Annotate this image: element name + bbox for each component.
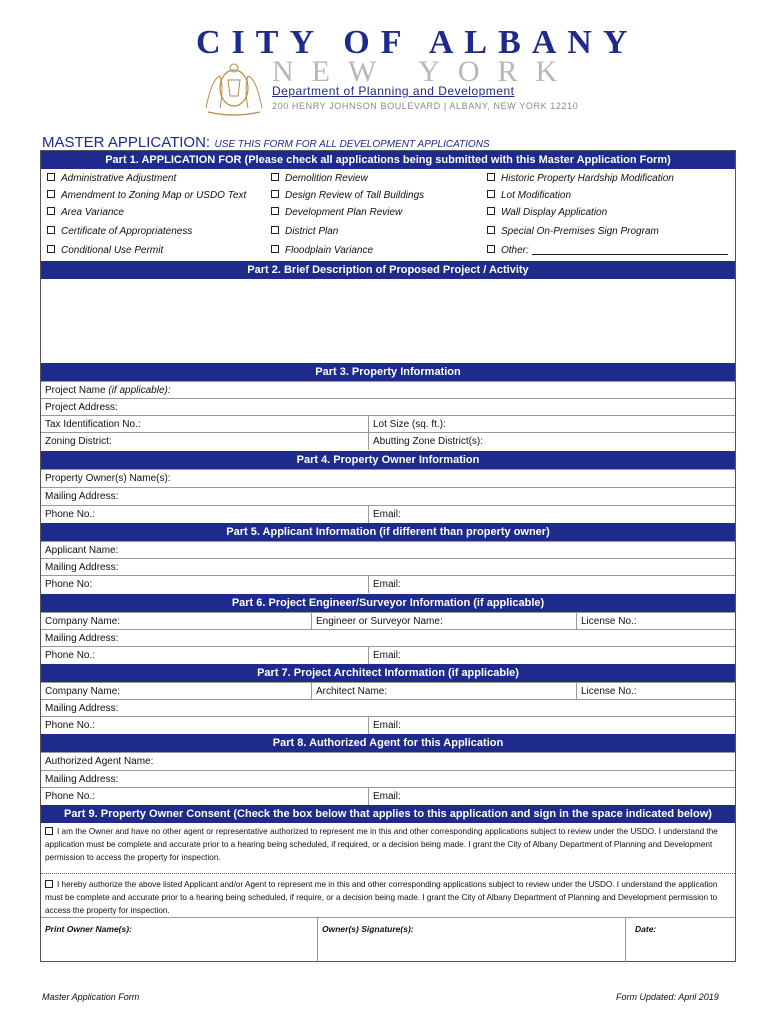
project-name-field[interactable] xyxy=(41,381,735,398)
field-label: Property Owner(s) Name(s): xyxy=(45,473,171,484)
agent-name-field[interactable] xyxy=(41,752,735,769)
engineer-phone-field[interactable]: Phone No.: xyxy=(45,650,96,661)
applicant-phone-field[interactable]: Phone No: xyxy=(45,579,93,590)
checkbox-box[interactable] xyxy=(271,226,279,234)
checkbox-box[interactable] xyxy=(271,245,279,253)
master-application-form xyxy=(40,150,736,962)
field-label: Project Name xyxy=(45,385,106,396)
engineer-company-field[interactable]: Company Name: xyxy=(45,616,121,627)
architect-mailing-field[interactable] xyxy=(41,699,735,716)
field-label: Mailing Address: xyxy=(45,774,119,785)
applicant-email-field[interactable]: Email: xyxy=(373,579,401,590)
owner-name-field[interactable] xyxy=(41,469,735,486)
checkbox-label: Demolition Review xyxy=(285,173,368,184)
part1-row xyxy=(41,203,735,222)
field-label: Mailing Address: xyxy=(45,491,119,502)
checkbox-box[interactable] xyxy=(487,207,495,215)
field-label: Authorized Agent Name: xyxy=(45,756,154,767)
engineer-license-field[interactable]: License No.: xyxy=(581,616,637,627)
part5-heading: Part 5. Applicant Information (if different than property owner) xyxy=(41,523,735,541)
architect-license-field[interactable]: License No.: xyxy=(581,686,637,697)
tax-id-field[interactable]: Tax Identification No.: xyxy=(45,419,141,430)
consent-text: I hereby authorize the above listed Applicant and/or Agent to represent me in this and other corresponding applications subject to review under the USDO. I understand the application must be complete and accurate prior to a hearing being scheduled, if require, or a decision being made. I grant the City of Albany Department of Planning and Development permission to access the property for inspection. xyxy=(45,880,718,915)
applicant-contact-row xyxy=(41,575,735,592)
architect-contact-row xyxy=(41,716,735,733)
checkbox-label: District Plan xyxy=(285,226,339,237)
form-title-main: MASTER APPLICATION: xyxy=(42,134,211,151)
checkbox-box[interactable] xyxy=(487,190,495,198)
part1-row xyxy=(41,222,735,241)
print-owner-name-field[interactable]: Print Owner Name(s): xyxy=(45,924,132,934)
zoning-row xyxy=(41,432,735,449)
part2-heading: Part 2. Brief Description of Proposed Project / Activity xyxy=(41,261,735,279)
consent-text: I am the Owner and have no other agent or representative authorized to represent me in this and other corresponding applications subject to review under the USDO. I understand the application must be complete and accurate prior to a hearing being scheduled, if required, or a decision being made. I grant the City of Albany Department of Planning and Development permission to access the property for inspection. xyxy=(45,827,718,862)
divider xyxy=(41,873,735,874)
applicant-name-field[interactable] xyxy=(41,541,735,558)
engineer-name-field[interactable]: Engineer or Surveyor Name: xyxy=(316,616,443,627)
owner-phone-field[interactable]: Phone No.: xyxy=(45,509,96,520)
checkbox-box[interactable] xyxy=(45,880,53,888)
footer-form-name: Master Application Form xyxy=(42,992,140,1002)
divider xyxy=(317,918,318,962)
department-address: 200 HENRY JOHNSON BOULEVARD | ALBANY, NEW YORK 12210 xyxy=(272,101,579,111)
checkbox-label: Other: xyxy=(501,245,529,256)
field-label: Mailing Address: xyxy=(45,703,119,714)
part1-heading: Part 1. APPLICATION FOR (Please check all applications being submitted with this Master Application Form) xyxy=(41,151,735,169)
checkbox-floodplain-variance[interactable] xyxy=(271,241,373,260)
abutting-zone-field[interactable]: Abutting Zone District(s): xyxy=(373,436,484,447)
owner-mailing-field[interactable] xyxy=(41,487,735,504)
checkbox-area-variance[interactable] xyxy=(47,203,124,222)
checkbox-label: Design Review of Tall Buildings xyxy=(285,190,425,201)
agent-email-field[interactable]: Email: xyxy=(373,791,401,802)
field-note: (if applicable): xyxy=(108,385,171,396)
footer-updated: Form Updated: April 2019 xyxy=(616,992,719,1002)
part3-heading: Part 3. Property Information xyxy=(41,363,735,381)
consent-owner-option[interactable] xyxy=(45,825,731,864)
zoning-district-field[interactable]: Zoning District: xyxy=(45,436,112,447)
checkbox-box[interactable] xyxy=(47,207,55,215)
city-seal-icon xyxy=(198,58,270,116)
checkbox-label: Amendment to Zoning Map or USDO Text xyxy=(61,190,247,201)
signature-row xyxy=(41,917,735,961)
part9-heading: Part 9. Property Owner Consent (Check the box below that applies to this application and sign in the space indicated below) xyxy=(41,805,735,823)
checkbox-label: Floodplain Variance xyxy=(285,245,374,256)
part8-heading: Part 8. Authorized Agent for this Application xyxy=(41,734,735,752)
checkbox-box[interactable] xyxy=(487,226,495,234)
header xyxy=(0,0,770,130)
state-title: NEW YORK xyxy=(272,55,576,88)
checkbox-label: Wall Display Application xyxy=(501,207,608,218)
checkbox-box[interactable] xyxy=(271,207,279,215)
checkbox-box[interactable] xyxy=(487,245,495,253)
applicant-mailing-field[interactable] xyxy=(41,558,735,575)
checkbox-district-plan[interactable] xyxy=(271,222,338,241)
divider xyxy=(625,918,626,962)
checkbox-label: Administrative Adjustment xyxy=(61,173,177,184)
part4-heading: Part 4. Property Owner Information xyxy=(41,451,735,469)
consent-agent-option[interactable] xyxy=(45,878,731,917)
checkbox-label: Conditional Use Permit xyxy=(61,245,164,256)
other-input[interactable] xyxy=(532,245,728,255)
field-label: Mailing Address: xyxy=(45,562,119,573)
owner-contact-row xyxy=(41,505,735,522)
checkbox-box[interactable] xyxy=(45,827,53,835)
part7-heading: Part 7. Project Architect Information (if applicable) xyxy=(41,664,735,682)
checkbox-label: Area Variance xyxy=(61,207,124,218)
checkbox-box[interactable] xyxy=(47,226,55,234)
checkbox-label: Development Plan Review xyxy=(285,207,403,218)
field-label: Project Address: xyxy=(45,402,118,413)
checkbox-label: Certificate of Appropriateness xyxy=(61,226,193,237)
architect-name-field[interactable]: Architect Name: xyxy=(316,686,388,697)
project-description-input[interactable] xyxy=(41,279,735,365)
lot-size-field[interactable]: Lot Size (sq. ft.): xyxy=(373,419,446,430)
engineer-contact-row xyxy=(41,646,735,663)
checkbox-box[interactable] xyxy=(487,173,495,181)
architect-email-field[interactable]: Email: xyxy=(373,720,401,731)
engineer-mailing-field[interactable] xyxy=(41,629,735,646)
checkbox-label: Lot Modification xyxy=(501,190,572,201)
checkbox-label: Special On-Premises Sign Program xyxy=(501,226,659,237)
checkbox-sign-program[interactable] xyxy=(487,222,659,241)
checkbox-label: Historic Property Hardship Modification xyxy=(501,173,674,184)
engineer-row xyxy=(41,612,735,629)
field-label: Applicant Name: xyxy=(45,545,119,556)
project-address-field[interactable] xyxy=(41,398,735,415)
part1-row xyxy=(41,241,735,260)
department-name: Department of Planning and Development xyxy=(272,84,515,98)
checkbox-box[interactable] xyxy=(47,190,55,198)
agent-contact-row xyxy=(41,787,735,804)
date-field[interactable]: Date: xyxy=(635,924,657,934)
checkbox-development-plan-review[interactable] xyxy=(271,203,402,222)
architect-row xyxy=(41,682,735,699)
checkbox-box[interactable] xyxy=(47,245,55,253)
field-label: Mailing Address: xyxy=(45,633,119,644)
owner-signature-field[interactable]: Owner(s) Signature(s): xyxy=(322,924,414,934)
agent-phone-field[interactable]: Phone No.: xyxy=(45,791,96,802)
checkbox-wall-display[interactable] xyxy=(487,203,607,222)
checkbox-other[interactable] xyxy=(487,241,728,260)
architect-phone-field[interactable]: Phone No.: xyxy=(45,720,96,731)
engineer-email-field[interactable]: Email: xyxy=(373,650,401,661)
architect-company-field[interactable]: Company Name: xyxy=(45,686,121,697)
checkbox-box[interactable] xyxy=(271,190,279,198)
agent-mailing-field[interactable] xyxy=(41,770,735,787)
checkbox-box[interactable] xyxy=(271,173,279,181)
form-title-sub: USE THIS FORM FOR ALL DEVELOPMENT APPLICATIONS xyxy=(214,139,490,150)
checkbox-conditional-use[interactable] xyxy=(47,241,163,260)
tax-lot-row xyxy=(41,415,735,432)
checkbox-certificate-appropriateness[interactable] xyxy=(47,222,192,241)
city-title: CITY OF ALBANY xyxy=(196,24,639,61)
owner-email-field[interactable]: Email: xyxy=(373,509,401,520)
part6-heading: Part 6. Project Engineer/Surveyor Information (if applicable) xyxy=(41,594,735,612)
checkbox-box[interactable] xyxy=(47,173,55,181)
